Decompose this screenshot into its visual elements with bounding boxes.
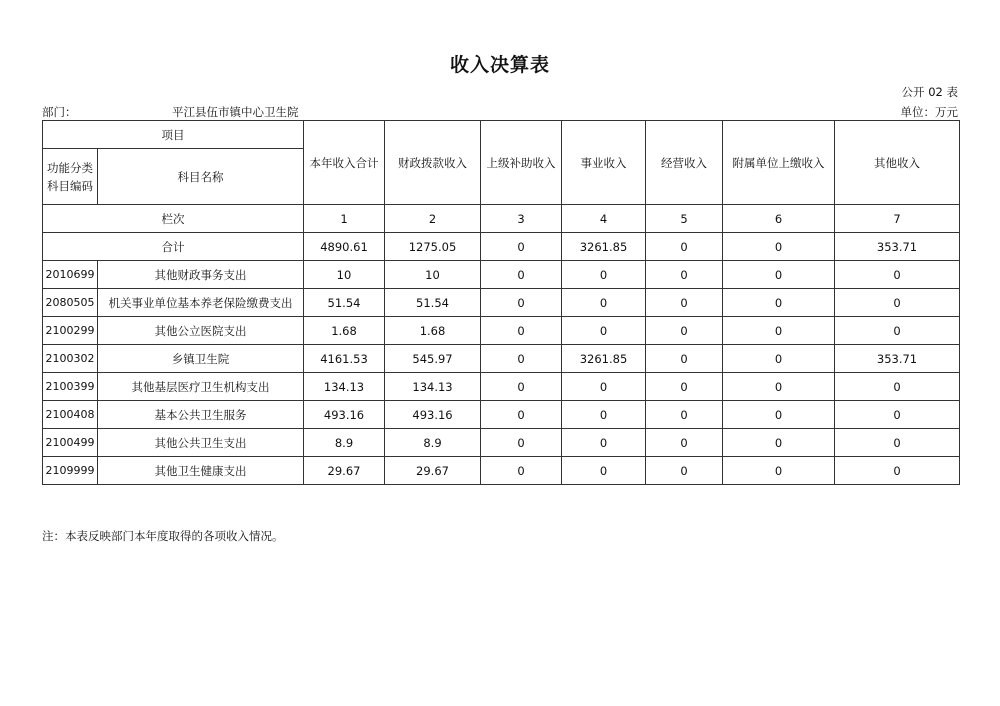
row-value: 0: [562, 373, 646, 401]
row-value: 0: [723, 401, 835, 429]
row-value: 29.67: [304, 457, 385, 485]
row-value: 0: [723, 289, 835, 317]
row-value: 0: [562, 261, 646, 289]
row-value: 493.16: [385, 401, 481, 429]
footnote: 注：本表反映部门本年度取得的各项收入情况。: [42, 529, 284, 543]
row-code: 2010699: [43, 261, 98, 289]
table-row: [43, 429, 960, 457]
row-value: 0: [835, 289, 960, 317]
row-value: 8.9: [385, 429, 481, 457]
department-label: 部门：: [42, 105, 77, 119]
row-code: 2100408: [43, 401, 98, 429]
index-row: [43, 205, 960, 233]
index-cell: 3: [481, 205, 562, 233]
col-header-fiscal: 财政拨款收入: [385, 121, 481, 205]
total-cell: 1275.05: [385, 233, 481, 261]
header-row: [43, 121, 960, 149]
row-value: 10: [304, 261, 385, 289]
table-row: [43, 345, 960, 373]
total-cell: 4890.61: [304, 233, 385, 261]
row-code: 2100302: [43, 345, 98, 373]
index-cell: 7: [835, 205, 960, 233]
row-value: 134.13: [304, 373, 385, 401]
col-header-total: 本年收入合计: [304, 121, 385, 205]
row-value: 51.54: [304, 289, 385, 317]
col-header-business: 事业收入: [562, 121, 646, 205]
header-subject-name: 科目名称: [98, 149, 304, 205]
row-value: 0: [723, 429, 835, 457]
row-value: 1.68: [304, 317, 385, 345]
row-code: 2100399: [43, 373, 98, 401]
row-code: 2080505: [43, 289, 98, 317]
unit-label: 单位：万元: [900, 105, 958, 119]
row-value: 0: [835, 317, 960, 345]
col-header-operation: 经营收入: [646, 121, 723, 205]
total-cell: 3261.85: [562, 233, 646, 261]
table-row: [43, 289, 960, 317]
table-row: [43, 261, 960, 289]
total-cell: 353.71: [835, 233, 960, 261]
row-value: 0: [481, 401, 562, 429]
index-cell: 4: [562, 205, 646, 233]
row-value: 0: [646, 401, 723, 429]
table-row: [43, 373, 960, 401]
row-value: 0: [646, 317, 723, 345]
total-cell: 0: [481, 233, 562, 261]
row-value: 0: [562, 429, 646, 457]
index-cell: 2: [385, 205, 481, 233]
row-value: 0: [646, 261, 723, 289]
header-code-line1: 功能分类: [47, 160, 93, 175]
total-label: 合计: [43, 233, 304, 261]
table-row: [43, 401, 960, 429]
col-header-superior: 上级补助收入: [481, 121, 562, 205]
row-value: 493.16: [304, 401, 385, 429]
row-value: 8.9: [304, 429, 385, 457]
row-code: 2100499: [43, 429, 98, 457]
row-name: 机关事业单位基本养老保险缴费支出: [98, 289, 304, 317]
row-value: 3261.85: [562, 345, 646, 373]
row-value: 134.13: [385, 373, 481, 401]
table-row: [43, 457, 960, 485]
row-value: 0: [562, 457, 646, 485]
row-value: 0: [835, 457, 960, 485]
total-row: [43, 233, 960, 261]
row-value: 10: [385, 261, 481, 289]
row-code: 2109999: [43, 457, 98, 485]
row-value: 0: [835, 429, 960, 457]
total-cell: 0: [723, 233, 835, 261]
row-value: 0: [646, 457, 723, 485]
index-cell: 6: [723, 205, 835, 233]
row-value: 1.68: [385, 317, 481, 345]
row-name: 基本公共卫生服务: [98, 401, 304, 429]
row-name: 其他公共卫生支出: [98, 429, 304, 457]
row-value: 545.97: [385, 345, 481, 373]
table-number: 公开 02 表: [901, 85, 958, 99]
table-row: [43, 317, 960, 345]
row-name: 其他基层医疗卫生机构支出: [98, 373, 304, 401]
row-value: 0: [481, 289, 562, 317]
row-value: 0: [723, 373, 835, 401]
row-value: 0: [481, 261, 562, 289]
row-value: 0: [835, 401, 960, 429]
row-name: 其他财政事务支出: [98, 261, 304, 289]
row-value: 353.71: [835, 345, 960, 373]
row-value: 0: [723, 345, 835, 373]
row-value: 0: [646, 289, 723, 317]
row-value: 0: [562, 401, 646, 429]
row-value: 0: [723, 261, 835, 289]
row-value: 0: [835, 261, 960, 289]
row-value: 0: [481, 429, 562, 457]
header-item: 项目: [43, 121, 304, 149]
index-cell: 5: [646, 205, 723, 233]
row-value: 0: [646, 345, 723, 373]
row-value: 4161.53: [304, 345, 385, 373]
total-cell: 0: [646, 233, 723, 261]
row-value: 0: [481, 345, 562, 373]
row-value: 0: [723, 457, 835, 485]
col-header-other: 其他收入: [835, 121, 960, 205]
row-value: 0: [562, 317, 646, 345]
col-header-affiliated: 附属单位上缴收入: [723, 121, 835, 205]
row-value: 0: [481, 373, 562, 401]
row-value: 0: [723, 317, 835, 345]
index-cell: 1: [304, 205, 385, 233]
row-value: 0: [481, 317, 562, 345]
row-name: 其他卫生健康支出: [98, 457, 304, 485]
row-value: 0: [646, 429, 723, 457]
row-value: 51.54: [385, 289, 481, 317]
header-code: [43, 149, 98, 205]
header-code-line2: 科目编码: [47, 178, 93, 193]
page-title: 收入决算表: [449, 54, 550, 76]
row-value: 0: [562, 289, 646, 317]
row-name: 其他公立医院支出: [98, 317, 304, 345]
row-value: 0: [646, 373, 723, 401]
row-value: 0: [481, 457, 562, 485]
department-name: 平江县伍市镇中心卫生院: [172, 105, 299, 119]
index-label: 栏次: [43, 205, 304, 233]
row-value: 0: [835, 373, 960, 401]
row-code: 2100299: [43, 317, 98, 345]
row-value: 29.67: [385, 457, 481, 485]
income-table: [42, 120, 960, 485]
row-name: 乡镇卫生院: [98, 345, 304, 373]
